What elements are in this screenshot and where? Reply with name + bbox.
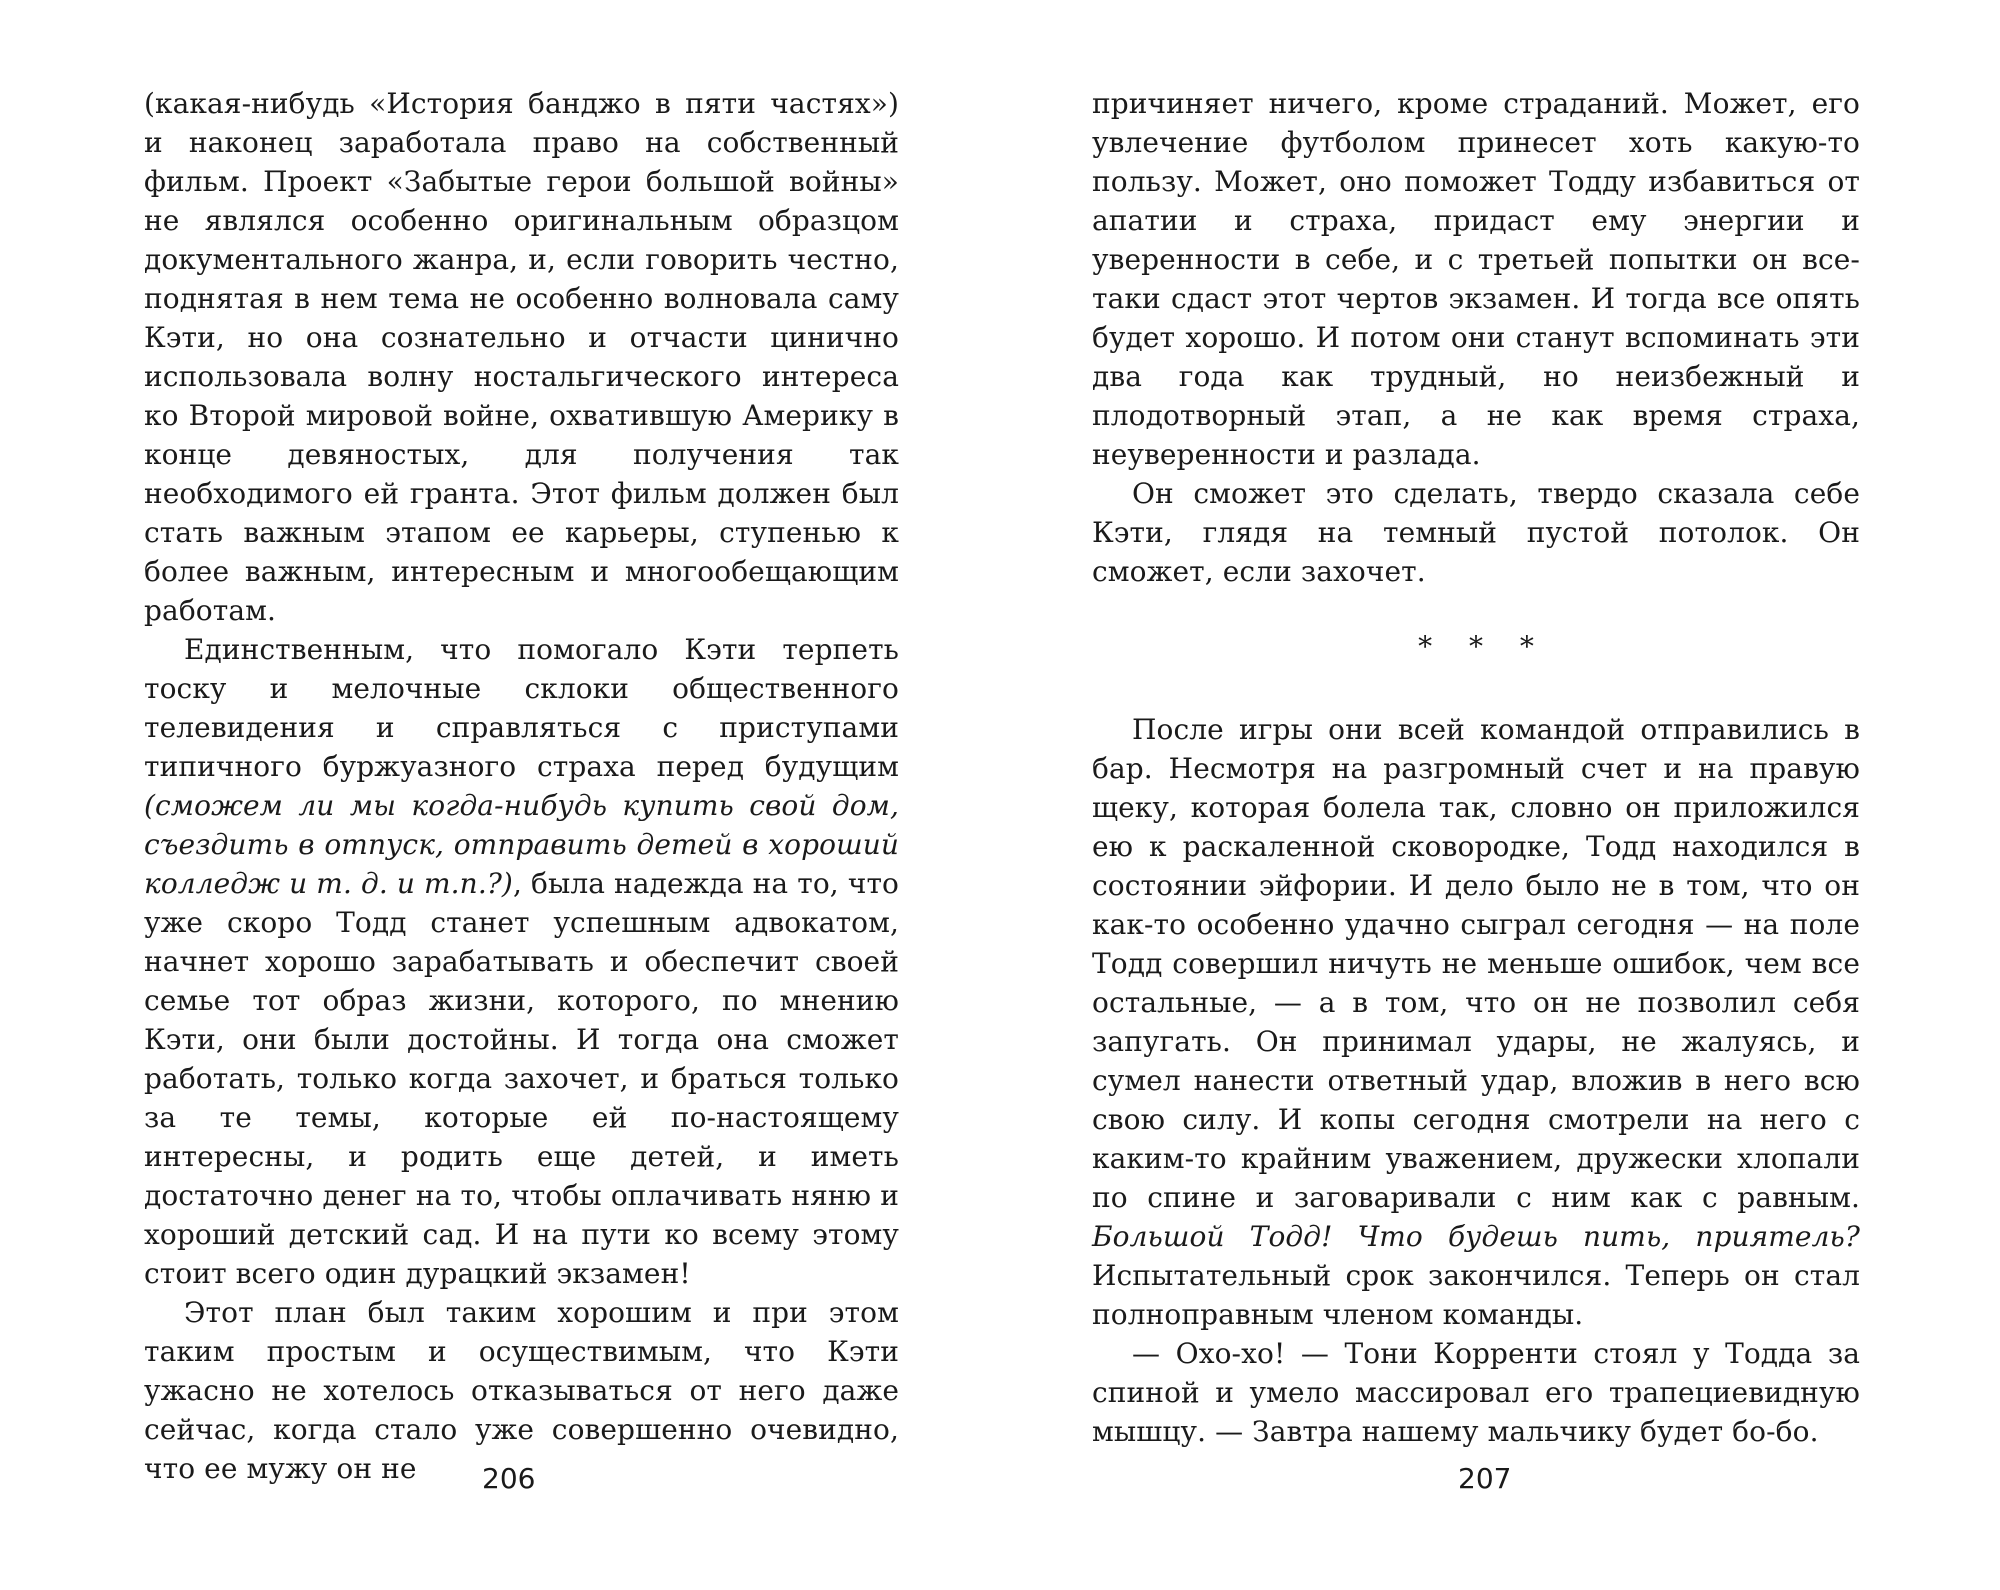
section-separator: * * * <box>1418 630 1548 663</box>
italic-aside: Большой Тодд! Что будешь пить, приятель? <box>1092 1220 1860 1253</box>
paragraph: — Охо-хо! — Тони Корренти стоял у Тодда за спиной и умело массировал его трапециевидную мышцу. — Завтра нашему мальчику будет бо-бо. <box>1092 1337 1860 1448</box>
paragraph <box>144 630 899 1293</box>
paragraph: Этот план был таким хорошим и при этом таким простым и осуществимым, что Кэти ужасно не хотелось отказываться от него даже сейчас, когда стало уже совершенно очевидно, что ее мужу он не <box>144 1296 899 1485</box>
left-page-text <box>144 84 899 1488</box>
paragraph-text: Испытательный срок закончился. Теперь он стал полноправным членом команды. <box>1092 1259 1860 1331</box>
paragraph <box>1092 710 1860 1334</box>
paragraph-text: После игры они всей командой отправились в бар. Несмотря на разгромный счет и на правую щеку, которая болела так, словно он приложился ею к раскаленной сковородке, Тодд находился в состоянии эйфории. И дело было не в том, что он как-то особенно удачно сыграл сегодня — на поле Тодд совершил ничуть не меньше ошибок, чем все остальные, — а в том, что он не позволил себя запугать. Он принимал удары, не жалуясь, и сумел нанести ответный удар, вложив в него всю свою силу. И копы сегодня смотрели на него с каким-то крайним уважением, дружески хлопали по спине и заговаривали с ним как с равным. <box>1092 713 1860 1214</box>
paragraph-text: Единственным, что помогало Кэти терпеть тоску и мелочные склоки общественного телевидения и справляться с приступами типичного буржуазного страха перед будущим <box>144 633 899 783</box>
page-number: 206 <box>482 1462 536 1495</box>
italic-aside: (сможем ли мы когда-нибудь купить свой дом, съездить в отпуск, отправить детей в хороший колледж и т. д. и т.п.?) <box>144 789 899 900</box>
paragraph-text: , была надежда на то, что уже скоро Тодд станет успешным адвокатом, начнет хорошо зарабатывать и обеспечит своей семье тот образ жизни, которого, по мнению Кэти, они были достойны. И тогда она сможет работать, только когда захочет, и браться только за те темы, которые ей по-настоящему интересны, и родить еще детей, и иметь достаточно денег на то, чтобы оплачивать няню и хороший детский сад. И на пути ко всему этому стоит всего один дурацкий экзамен! <box>144 867 899 1290</box>
right-page <box>1000 0 2000 1590</box>
page-number: 207 <box>1458 1462 1512 1495</box>
paragraph: причиняет ничего, кроме страданий. Может, его увлечение футболом принесет хоть какую-то пользу. Может, оно поможет Тодду избавиться от апатии и страха, придаст ему энергии и уверенности в себе, и с третьей попытки он все-таки сдаст этот чертов экзамен. И тогда все опять будет хорошо. И потом они станут вспоминать эти два года как трудный, но неизбежный и плодотворный этап, а не как время страха, неуверенности и разлада. <box>1092 87 1860 471</box>
paragraph: Он сможет это сделать, твердо сказала себе Кэти, глядя на темный пустой потолок. Он сможет, если захочет. <box>1092 477 1860 588</box>
paragraph: (какая-нибудь «История банджо в пяти частях») и наконец заработала право на собственный фильм. Проект «Забытые герои большой войны» не являлся особенно оригинальным образцом документального жанра, и, если говорить честно, поднятая в нем тема не особенно волновала саму Кэти, но она сознательно и отчасти цинично использовала волну ностальгического интереса ко Второй мировой войне, охватившую Америку в конце девяностых, для получения так необходимого ей гранта. Этот фильм должен был стать важным этапом ее карьеры, ступенью к более важным, интересным и многообещающим работам. <box>144 87 899 627</box>
right-page-text <box>1092 84 1860 1451</box>
